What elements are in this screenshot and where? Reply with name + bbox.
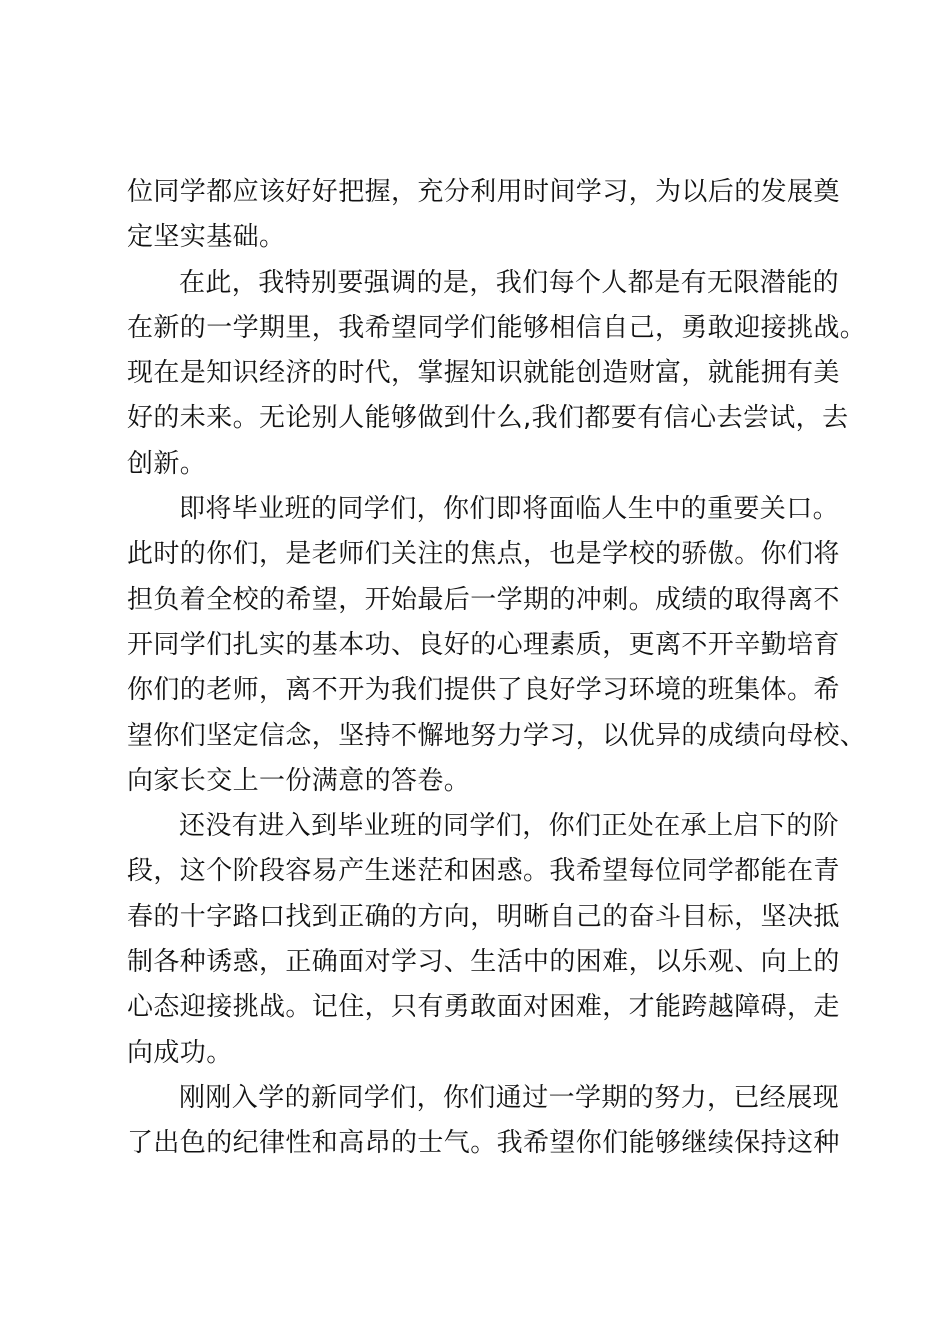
text-line: 制各种诱惑，正确面对学习、生活中的困难，以乐观、向上的 <box>127 947 840 978</box>
text-line: 段，这个阶段容易产生迷茫和困惑。我希望每位同学都能在青 <box>127 856 840 887</box>
text-line: 了出色的纪律性和高昂的士气。我希望你们能够继续保持这种 <box>127 1128 840 1159</box>
text-line: 春的十字路口找到正确的方向，明晰自己的奋斗目标，坚决抵 <box>127 901 840 932</box>
text-line: 担负着全校的希望，开始最后一学期的冲刺。成绩的取得离不 <box>127 584 840 615</box>
text-line: 开同学们扎实的基本功、良好的心理素质，更离不开辛勤培育 <box>127 629 840 660</box>
text-line: 心态迎接挑战。记住，只有勇敢面对困难，才能跨越障碍，走 <box>127 992 840 1023</box>
text-line: 你们的老师，离不开为我们提供了良好学习环境的班集体。希 <box>127 675 840 706</box>
text-line: 向家长交上一份满意的答卷。 <box>127 765 471 796</box>
text-line: 好的未来。无论别人能够做到什么,我们都要有信心去尝试，去 <box>127 403 849 434</box>
text-line: 创新。 <box>127 448 207 479</box>
text-line: 望你们坚定信念，坚持不懈地努力学习，以优异的成绩向母校、 <box>127 720 867 751</box>
paragraph-first-line: 在此，我特别要强调的是，我们每个人都是有无限潜能的 <box>179 267 840 298</box>
text-line: 位同学都应该好好把握，充分利用时间学习，为以后的发展奠 <box>127 177 840 207</box>
text-line: 现在是知识经济的时代，掌握知识就能创造财富，就能拥有美 <box>127 358 840 389</box>
text-line: 在新的一学期里，我希望同学们能够相信自己，勇敢迎接挑战。 <box>127 312 867 343</box>
text-line: 此时的你们，是老师们关注的焦点，也是学校的骄傲。你们将 <box>127 539 840 570</box>
text-line: 向成功。 <box>127 1037 233 1068</box>
paragraph-first-line: 还没有进入到毕业班的同学们，你们正处在承上启下的阶 <box>179 811 840 842</box>
text-line: 定坚实基础。 <box>127 222 286 253</box>
paragraph-first-line: 刚刚入学的新同学们，你们通过一学期的努力，已经展现 <box>179 1082 840 1113</box>
body-text <box>127 170 867 1167</box>
paragraph-first-line: 即将毕业班的同学们，你们即将面临人生中的重要关口。 <box>179 494 840 525</box>
